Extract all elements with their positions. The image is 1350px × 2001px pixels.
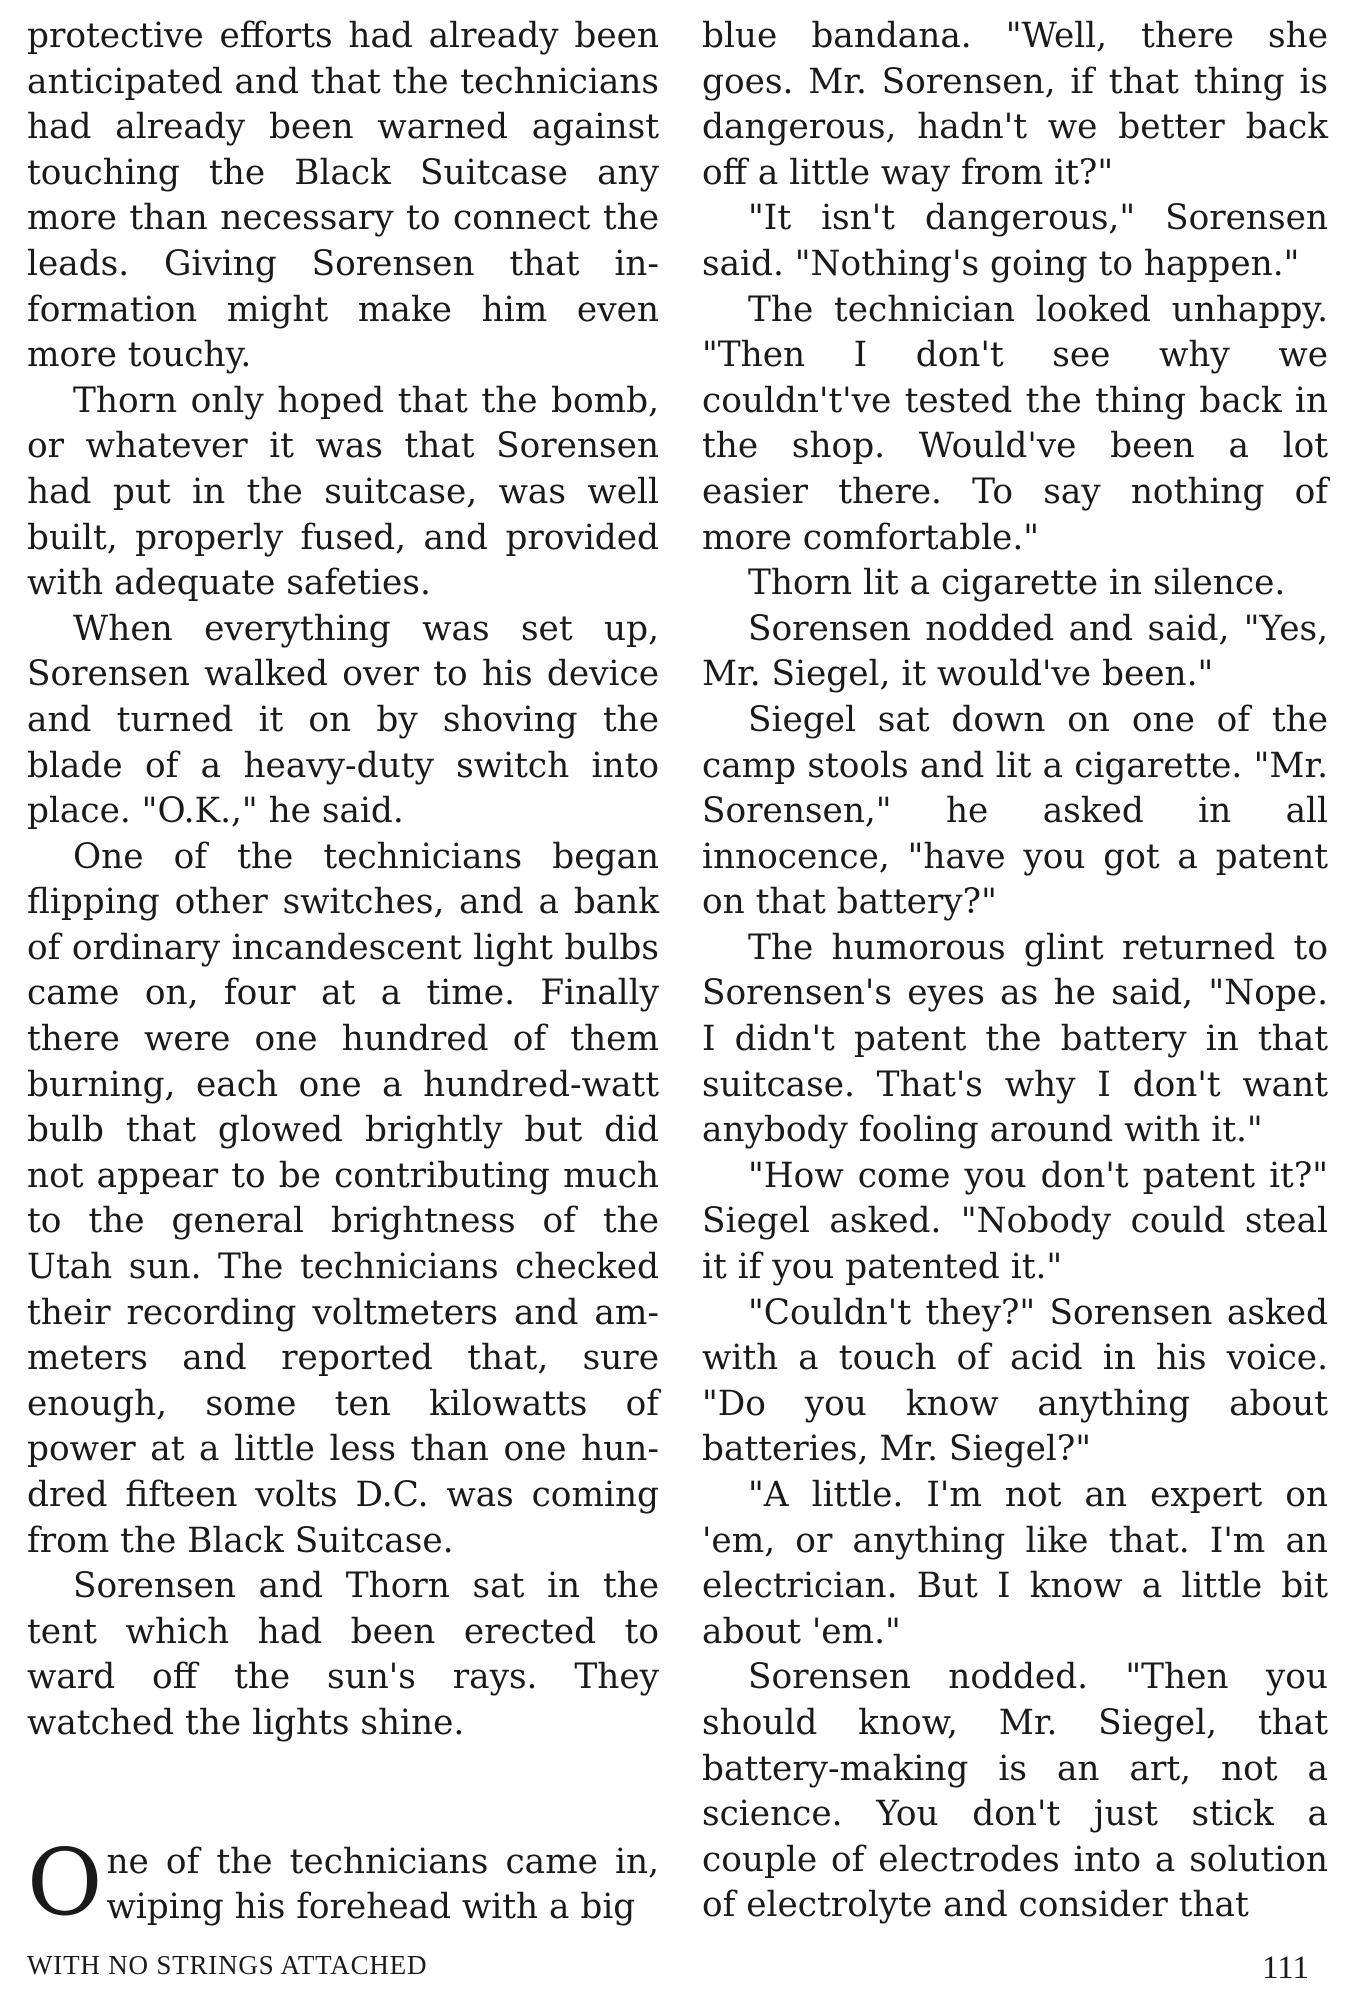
paragraph: "How come you don't patent it?" Siegel asked. "Nobody could steal it if you patented it." [702, 1155, 1328, 1288]
right-column [702, 14, 1328, 1929]
paragraph: "Couldn't they?" Sorensen asked with a touch of acid in his voice. "Do you know anything about batteries, Mr. Siegel?" [702, 1292, 1328, 1470]
paragraph: Sorensen nodded. "Then you should know, Mr. Siegel, that battery-making is an art, not a science. You don't just stick a couple of electrodes into a solution of electrolyte and consider that [702, 1657, 1328, 1926]
paragraph: Sorensen and Thorn sat in the tent which had been erected to ward off the sun's rays. They watched the lights shine. [27, 1566, 659, 1743]
paragraph: protective efforts had already been anticipated and that the technicians had already been warned against touching the Black Suitcase any more than necessary to connect the leads. Giving Sorensen that information might make him even more touchy. [27, 16, 659, 376]
left-column [27, 14, 659, 1936]
paragraph: The humorous glint returned to Sorensen's eyes as he said, "Nope. I didn't patent the battery in that suitcase. That's why I don't want anybody fooling around with it." [702, 927, 1328, 1151]
drop-cap: O [27, 1828, 103, 1936]
paragraph-text: ne of the technicians came in, wiping his forehead with a big [106, 1841, 659, 1928]
page-number: 111 [1262, 1950, 1310, 1986]
running-title: WITH NO STRINGS ATTACHED [27, 1950, 428, 1980]
paragraph: Thorn only hoped that the bomb, or whatever it was that Sorensen had put in the suitcase, was well built, properly fused, and provided with adequate safeties. [27, 380, 659, 604]
paragraph: Sorensen nodded and said, "Yes, Mr. Siegel, it would've been." [702, 608, 1328, 695]
paragraph: The technician looked unhappy. "Then I don't see why we couldn't've tested the thing back in the shop. Would've been a lot easier there. To say nothing of more comfortable." [702, 289, 1328, 558]
paragraph: When everything was set up, Sorensen walked over to his device and turned it on by shoving the blade of a heavy-duty switch into place. "O.K.," he said. [27, 608, 659, 832]
paragraph: Thorn lit a cigarette in silence. [748, 563, 1286, 604]
section-opening-paragraph [27, 1828, 659, 1936]
paragraph: Siegel sat down on one of the camp stools and lit a cigarette. "Mr. Sorensen," he asked in all innocence, "have you got a patent on that battery?" [702, 699, 1328, 923]
paragraph: One of the technicians began flipping other switches, and a bank of ordinary incandescent light bulbs came on, four at a time. Finally there were one hundred of them burning, each one a hundred-watt bulb that glowed brightly but did not appear to be contributing much to the general brightness of the Utah sun. The technicians checked their recording voltmeters and ammeters and reported that, sure enough, some ten kilowatts of power at a little less than one hundred fifteen volts D.C. was coming from the Black Suitcase. [27, 836, 659, 1561]
paragraph: "It isn't dangerous," Sorensen said. "Nothing's going to happen." [702, 198, 1328, 284]
paragraph: "A little. I'm not an expert on 'em, or anything like that. I'm an electrician. But I know a little bit about 'em." [702, 1475, 1328, 1652]
paragraph: blue bandana. "Well, there she goes. Mr. Sorensen, if that thing is dangerous, hadn't we better back off a little way from it?" [702, 16, 1328, 193]
